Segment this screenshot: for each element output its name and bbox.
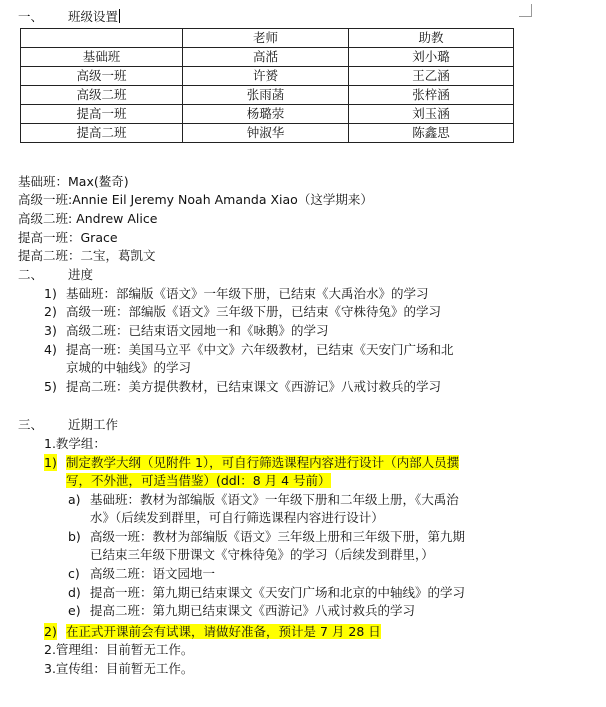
table-header-cell[interactable] — [21, 29, 183, 48]
table-row — [21, 48, 514, 67]
work-item-number: 2) — [44, 624, 57, 639]
table-cell[interactable]: 许赟 — [183, 67, 349, 86]
table-header-cell[interactable]: 老师 — [183, 29, 349, 48]
progress-item-text: 提高二班：美方提供教材，已结束课文《西游记》八戒讨救兵的学习 — [66, 379, 442, 394]
table-cell[interactable]: 杨璐荥 — [183, 105, 349, 124]
table-header-cell[interactable]: 助教 — [349, 29, 514, 48]
sub-item-text-continued: 已结束三年级下册课文《守株待兔》的学习（后续发到群里，） — [90, 547, 434, 562]
sub-item-text: 高级二班：语文园地一 — [90, 566, 216, 581]
progress-item-number: 4) — [44, 342, 57, 357]
table-row — [21, 124, 514, 143]
sub-item-letter: c) — [68, 566, 80, 581]
section-1-number: 一、 — [18, 9, 44, 24]
section-2-number: 二、 — [18, 267, 44, 282]
table-row — [21, 105, 514, 124]
work-item-number: 1) — [44, 455, 57, 470]
table-row — [21, 86, 514, 105]
section-1-heading — [18, 8, 120, 25]
management-group-line: 2.管理组：目前暂无工作。 — [44, 642, 194, 657]
table-cell[interactable]: 提高二班 — [21, 124, 183, 143]
sub-item-text: 基础班：教材为部编版《语文》一年级下册和二年级上册，《大禹治 — [90, 492, 459, 507]
sub-item-letter: b) — [68, 529, 81, 544]
section-2-title: 进度 — [68, 267, 94, 282]
progress-item-number: 1) — [44, 286, 57, 301]
student-line-advanced-2: 高级二班: Andrew Alice — [18, 211, 158, 226]
table-cell[interactable]: 陈鑫思 — [349, 124, 514, 143]
sub-item-text: 提高一班：第九期已结束课文《天安门广场和北京的中轴线》的学习 — [90, 585, 466, 600]
section-1-title: 班级设置 — [68, 9, 119, 24]
sub-item-text: 高级一班：教材为部编版《语文》三年级上册和三年级下册，第九期 — [90, 529, 466, 544]
progress-item-number: 5) — [44, 379, 57, 394]
sub-item-text: 提高二班：第九期已结束课文《西游记》八戒讨救兵的学习 — [90, 603, 416, 618]
table-cell[interactable]: 张雨菡 — [183, 86, 349, 105]
sub-item-letter: a) — [68, 492, 81, 507]
progress-item-text: 基础班：部编版《语文》一年级下册，已结束《大禹治水》的学习 — [66, 286, 429, 301]
text-cursor — [119, 9, 120, 23]
student-line-advanced-1: 高级一班:Annie Eil Jeremy Noah Amanda Xiao（这学期来） — [18, 192, 373, 207]
table-cell[interactable]: 高级一班 — [21, 67, 183, 86]
work-item-text-highlighted: 制定教学大纲（见附件 1），可自行筛选课程内容进行设计（内部人员撰 — [66, 455, 460, 470]
table-cell[interactable]: 钟淑华 — [183, 124, 349, 143]
page-corner-mark — [519, 4, 532, 17]
work-item-text-highlighted: 在正式开课前会有试课，请做好准备，预计是 7 月 28 日 — [66, 624, 381, 639]
table-cell[interactable]: 基础班 — [21, 48, 183, 67]
student-line-improve-1: 提高一班：Grace — [18, 230, 118, 245]
table-cell[interactable]: 高级二班 — [21, 86, 183, 105]
progress-item-text: 高级一班：部编版《语文》三年级下册，已结束《守株待兔》的学习 — [66, 304, 442, 319]
progress-item-number: 3) — [44, 323, 57, 338]
section-3-number: 三、 — [18, 417, 44, 432]
table-cell[interactable]: 张梓涵 — [349, 86, 514, 105]
sub-item-letter: d) — [68, 585, 81, 600]
table-header-row — [21, 29, 514, 48]
student-line-improve-2: 提高二班：二宝，葛凯文 — [18, 248, 156, 263]
table-cell[interactable]: 刘玉涵 — [349, 105, 514, 124]
table-cell[interactable]: 刘小璐 — [349, 48, 514, 67]
section-3-heading — [18, 416, 118, 433]
table-cell[interactable]: 提高一班 — [21, 105, 183, 124]
publicity-group-line: 3.宣传组：目前暂无工作。 — [44, 661, 194, 676]
progress-item-text: 提高一班：美国马立平《中文》六年级教材，已结束《天安门广场和北 — [66, 342, 454, 357]
progress-item-text-continued: 京城的中轴线》的学习 — [66, 360, 192, 375]
class-table — [20, 28, 514, 143]
sub-item-text-continued: 水》（后续发到群里，可自行筛选课程内容进行设计） — [90, 510, 384, 525]
work-item-text-highlighted: 写，不外泄，可适当借鉴）(ddl：8 月 4 号前） — [66, 473, 331, 488]
sub-item-letter: e) — [68, 603, 81, 618]
section-2-heading — [18, 266, 93, 283]
table-cell[interactable]: 王乙涵 — [349, 67, 514, 86]
section-3-title: 近期工作 — [68, 417, 119, 432]
student-line-basic: 基础班：Max(鳌奇) — [18, 174, 129, 189]
table-cell[interactable]: 高湉 — [183, 48, 349, 67]
progress-item-text: 高级二班：已结束语文园地一和《咏鹅》的学习 — [66, 323, 329, 338]
teaching-group-label: 1.教学组： — [44, 436, 106, 451]
progress-item-number: 2) — [44, 304, 57, 319]
table-row — [21, 67, 514, 86]
